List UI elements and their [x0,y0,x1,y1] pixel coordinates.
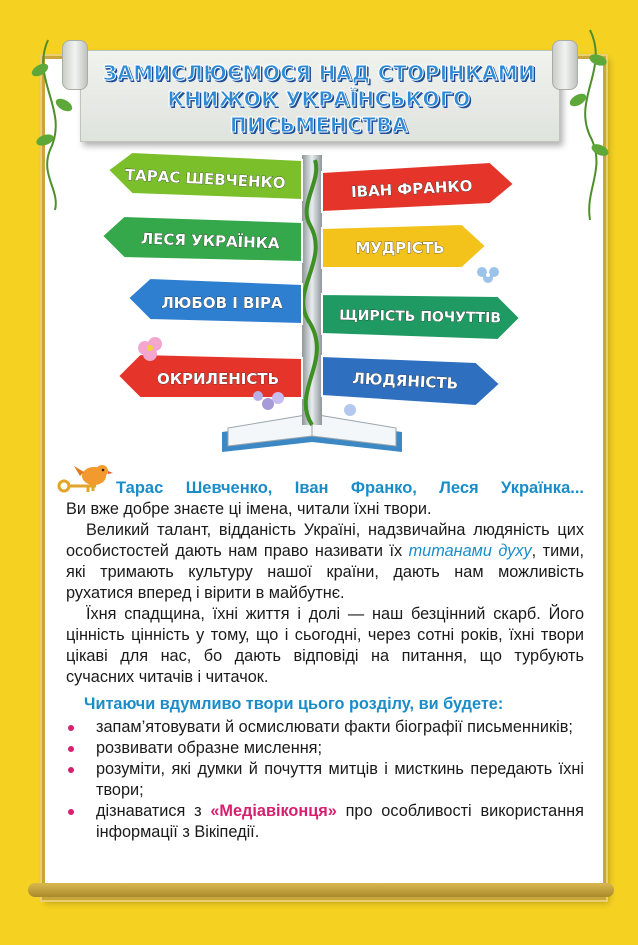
sign-liudianist [322,356,500,406]
list-item-text: розуміти, які думки й почуття митців і мисткинь передають їхні твори; [96,760,584,799]
list-item-text: розвивати образне мислення; [96,739,323,757]
intro-line: Ви вже добре знаєте ці імена, читали їхні твори. [66,500,432,518]
bullet-icon [68,767,74,773]
list-item [66,801,584,843]
flower-blue-icon [477,267,499,283]
paragraph-titans-end: , тими, які тримають культуру нашої країни, дають нам можливість рухатися вперед і вірити в майбутнє. [66,542,584,602]
tasks-heading: Читаючи вдумливо твори цього розділу, ви будете: [84,695,504,713]
media-window-link[interactable]: «Медіавіконця» [210,802,337,820]
sign-label-okrylenist: Окриленість [156,370,280,388]
page-title-line1: ЗАМИСЛЮЄМОСЯ НАД СТОРІНКАМИ [102,61,536,85]
sign-okrylenist [118,354,302,398]
list-item-text-start: дізнаватися з [96,802,211,820]
list-item [66,717,584,738]
sign-liubov-i-vira [128,278,302,324]
bullet-icon [68,809,74,815]
list-item-text: запам’ятовувати й осмислювати факти біографії письменників; [96,718,573,736]
sign-label-ivan: Іван Франко [350,176,473,202]
lead-names: Тарас Шевченко, Іван Франко, Леся Українка... [116,479,584,497]
bullet-icon [68,746,74,752]
tasks-list [66,717,584,843]
term-titans-of-spirit: титанами духу [408,542,532,560]
sign-label-liubov: Любов і віра [161,294,283,312]
sign-mudrist [322,224,486,268]
page-title-line2: КНИЖОК УКРАЇНСЬКОГО ПИСЬМЕНСТВА [167,87,471,137]
list-item-text-end: про особливості використання інформації з Вікіпедії. [96,802,584,841]
paragraph-heritage: Їхня спадщина, їхні життя і долі — наш безцінний скарб. Його цінність цінність у тому, що і сьогодні, через сотні років, їхні твори цікаві для нас, бо дають відповіді на питання, що турбують сучасних читачів і читачок. [66,605,584,686]
paragraph-titans-start: Великий талант, відданість Україні, надзвичайна людяність цих особистостей дають нам право називати їх [66,521,584,560]
sign-label-mudrist: Мудрість [355,239,445,257]
sign-label-shchyrist: Щирість почуттів [339,307,502,327]
sign-lesia-ukrainka [102,216,302,262]
bullet-icon [68,725,74,731]
list-item [66,738,584,759]
sign-ivan-franko [322,162,514,212]
main-text [66,478,584,843]
sign-shchyrist-pochuttiv [322,294,520,340]
sign-taras-shevchenko [108,152,302,200]
sign-label-lesia: Леся Українка [140,229,280,253]
sign-label-liudianist: Людяність [351,369,459,393]
sign-label-taras: Тарас Шевченко [124,165,287,193]
list-item [66,759,584,801]
paragraph-titans [66,520,584,604]
